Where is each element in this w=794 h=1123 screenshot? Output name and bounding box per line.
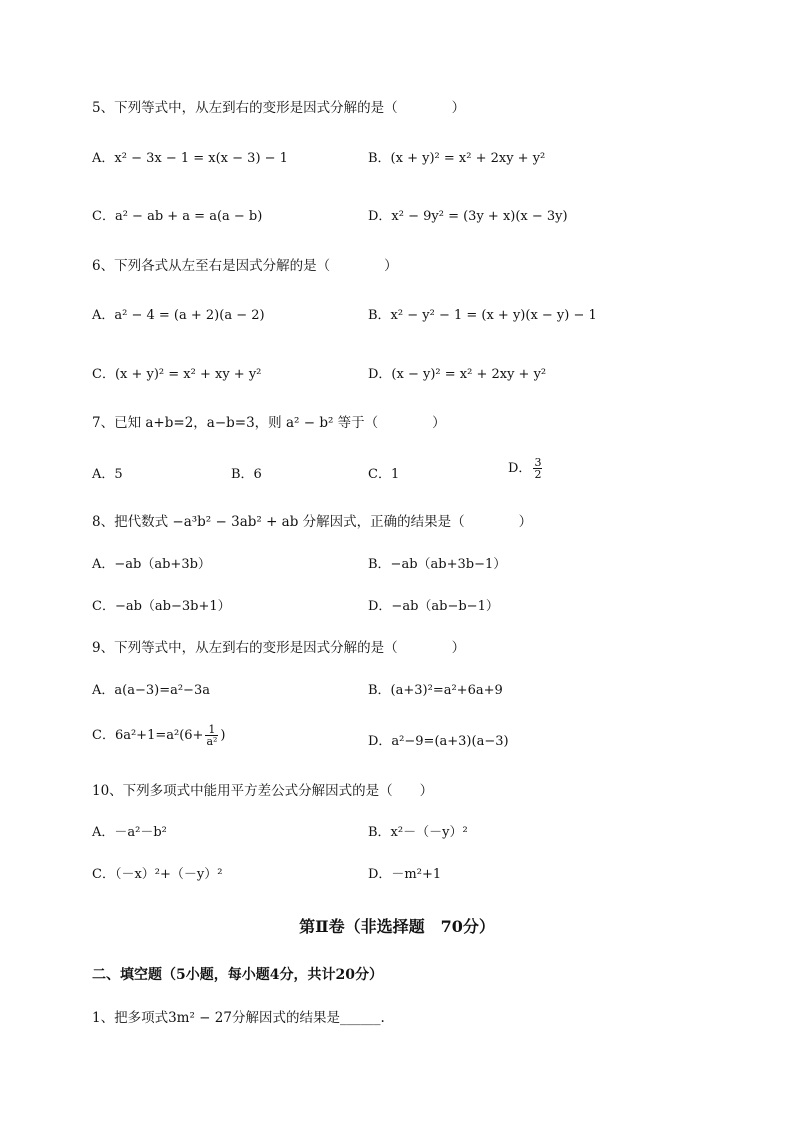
question-7-option-b: B．6 bbox=[231, 467, 262, 482]
question-9-stem: 9、下列等式中，从左到右的变形是因式分解的是（ ） bbox=[92, 640, 466, 656]
question-7-option-d bbox=[508, 457, 544, 480]
fill-question-1: 1、把多项式3m² − 27分解因式的结果是______. bbox=[92, 1010, 385, 1026]
question-5-option-d: D．x² − 9y² = (3y + x)(x − 3y) bbox=[368, 209, 568, 224]
question-9-option-c-prefix: C．6a²+1=a²(6+ bbox=[92, 728, 204, 743]
question-10-option-c: C．（－x）²+（－y）² bbox=[92, 867, 223, 882]
question-5-option-a: A．x² − 3x − 1 = x(x − 3) − 1 bbox=[92, 151, 288, 166]
question-8-option-b: B．−ab（ab+3b−1） bbox=[368, 557, 507, 572]
question-10-option-d: D．－m²+1 bbox=[368, 867, 442, 882]
question-9-option-b: B．(a+3)²=a²+6a+9 bbox=[368, 683, 503, 698]
question-6-option-d: D．(x − y)² = x² + 2xy + y² bbox=[368, 367, 547, 382]
question-6-option-b: B．x² − y² − 1 = (x + y)(x − y) − 1 bbox=[368, 308, 597, 323]
part-title: 第Ⅱ卷（非选择题 70分） bbox=[299, 917, 495, 936]
question-9-option-d: D．a²−9=(a+3)(a−3) bbox=[368, 734, 509, 749]
question-10-option-b: B．x²－（－y）² bbox=[368, 825, 468, 840]
question-8-option-a: A．−ab（ab+3b） bbox=[92, 557, 211, 572]
question-6-stem: 6、下列各式从左至右是因式分解的是（ ） bbox=[92, 258, 398, 274]
question-9-option-c bbox=[92, 724, 225, 747]
fraction bbox=[533, 457, 542, 480]
fraction-numerator: 1 bbox=[205, 724, 218, 736]
section-title: 二、填空题（5小题，每小题4分，共计20分） bbox=[92, 967, 383, 983]
question-7-stem: 7、已知 a+b=2，a−b=3，则 a² − b² 等于（ ） bbox=[92, 415, 446, 431]
question-10-option-a: A．－a²－b² bbox=[92, 825, 167, 840]
fraction-denominator: a² bbox=[206, 735, 218, 748]
question-9-option-a: A．a(a−3)=a²−3a bbox=[92, 683, 210, 698]
question-10-stem: 10、下列多项式中能用平方差公式分解因式的是（ ） bbox=[92, 783, 434, 799]
question-7-option-a: A．5 bbox=[92, 467, 123, 482]
question-7-option-d-prefix: D． bbox=[508, 461, 532, 476]
question-8-option-c: C．−ab（ab−3b+1） bbox=[92, 599, 231, 614]
question-8-stem: 8、把代数式 −a³b² − 3ab² + ab 分解因式，正确的结果是（ ） bbox=[92, 514, 533, 530]
question-9-option-c-suffix: ) bbox=[220, 728, 226, 743]
question-5-option-b: B．(x + y)² = x² + 2xy + y² bbox=[368, 151, 546, 166]
question-5-option-c: C．a² − ab + a = a(a − b) bbox=[92, 209, 263, 224]
question-5-stem: 5、下列等式中，从左到右的变形是因式分解的是（ ） bbox=[92, 100, 466, 116]
fraction-denominator: 2 bbox=[534, 468, 542, 481]
question-8-option-d: D．−ab（ab−b−1） bbox=[368, 599, 499, 614]
fraction bbox=[205, 724, 218, 747]
question-6-option-c: C．(x + y)² = x² + xy + y² bbox=[92, 367, 262, 382]
fraction-numerator: 3 bbox=[534, 456, 542, 469]
question-7-option-c: C．1 bbox=[368, 467, 400, 482]
question-6-option-a: A．a² − 4 = (a + 2)(a − 2) bbox=[92, 308, 265, 323]
